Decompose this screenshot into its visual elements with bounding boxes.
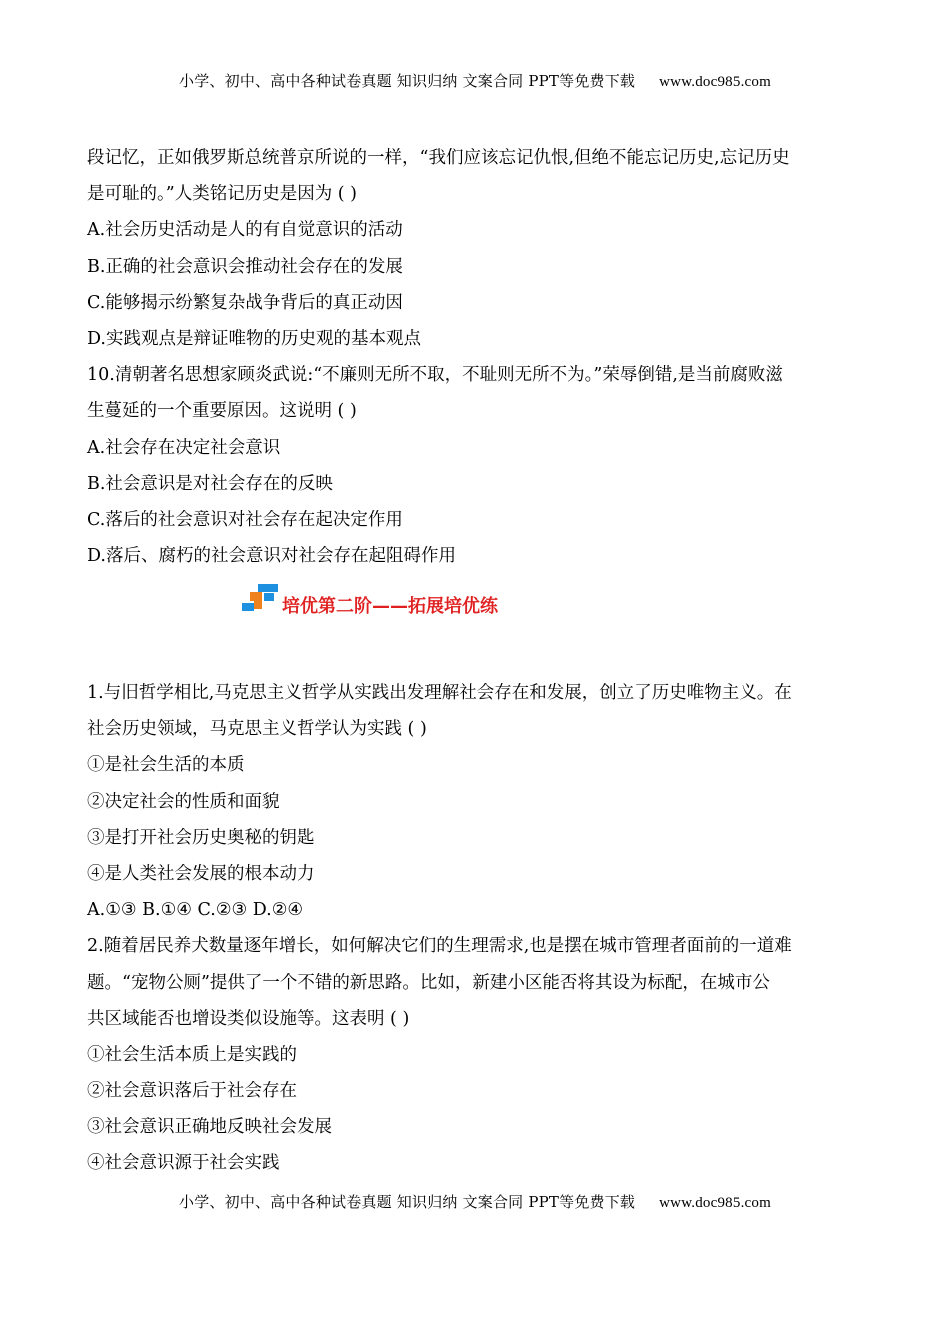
section-title: 培优第二阶——拓展培优练 bbox=[282, 596, 498, 617]
option-line: A.社会存在决定社会意识 bbox=[87, 437, 281, 458]
option-line: ④是人类社会发展的根本动力 bbox=[87, 863, 315, 884]
question-block-1 bbox=[87, 140, 867, 574]
option-line: ②决定社会的性质和面貌 bbox=[87, 791, 280, 812]
page-footer bbox=[0, 1191, 950, 1212]
header-site: www.doc985.com bbox=[659, 74, 771, 90]
option-line: ③社会意识正确地反映社会发展 bbox=[87, 1117, 332, 1138]
question-line: 10.清朝著名思想家顾炎武说:“不廉则无所不取，不耻则无所不为。”荣辱倒错,是当前腐败滋 bbox=[87, 365, 783, 386]
option-line: D.实践观点是辩证唯物的历史观的基本观点 bbox=[87, 328, 421, 349]
question-line: 1.与旧哲学相比,马克思主义哲学从实践出发理解社会存在和发展，创立了历史唯物主义。在 bbox=[87, 683, 792, 703]
option-line: ③是打开社会历史奥秘的钥匙 bbox=[87, 827, 315, 848]
question-line: 2.随着居民养犬数量逐年增长，如何解决它们的生理需求,也是摆在城市管理者面前的一道难 bbox=[87, 936, 792, 957]
page-header bbox=[0, 70, 950, 91]
header-text: 小学、初中、高中各种试卷真题 知识归纳 文案合同 PPT等免费下载 bbox=[179, 72, 636, 90]
option-line: ④社会意识源于社会实践 bbox=[87, 1153, 280, 1174]
question-line: 社会历史领域，马克思主义哲学认为实践 ( ) bbox=[87, 719, 427, 740]
option-line: ①是社会生活的本质 bbox=[87, 755, 245, 776]
section-logo-icon bbox=[240, 583, 282, 617]
question-line: 共区域能否也增设类似设施等。这表明 ( ) bbox=[87, 1008, 410, 1029]
text-line: 是可耻的。”人类铭记历史是因为 ( ) bbox=[87, 184, 357, 205]
option-line: B.正确的社会意识会推动社会存在的发展 bbox=[87, 256, 403, 277]
question-line: 生蔓延的一个重要原因。这说明 ( ) bbox=[87, 401, 357, 422]
option-line: ②社会意识落后于社会存在 bbox=[87, 1081, 297, 1102]
option-line: B.社会意识是对社会存在的反映 bbox=[87, 473, 333, 494]
text-line: 段记忆，正如俄罗斯总统普京所说的一样，“我们应该忘记仇恨,但绝不能忘记历史,忘记历史 bbox=[87, 148, 790, 168]
question-block-2 bbox=[87, 675, 867, 1182]
answer-choices: A.①③ B.①④ C.②③ D.②④ bbox=[87, 900, 304, 921]
question-line: 题。“宠物公厕”提供了一个不错的新思路。比如，新建小区能否将其设为标配，在城市公 bbox=[87, 972, 770, 993]
option-line: ①社会生活本质上是实践的 bbox=[87, 1044, 297, 1065]
footer-site: www.doc985.com bbox=[659, 1195, 771, 1211]
footer-text: 小学、初中、高中各种试卷真题 知识归纳 文案合同 PPT等免费下载 bbox=[179, 1193, 636, 1211]
section-heading bbox=[240, 583, 640, 619]
option-line: A.社会历史活动是人的有自觉意识的活动 bbox=[87, 220, 403, 241]
option-line: D.落后、腐朽的社会意识对社会存在起阻碍作用 bbox=[87, 546, 456, 567]
option-line: C.能够揭示纷繁复杂战争背后的真正动因 bbox=[87, 292, 403, 313]
option-line: C.落后的社会意识对社会存在起决定作用 bbox=[87, 509, 403, 530]
